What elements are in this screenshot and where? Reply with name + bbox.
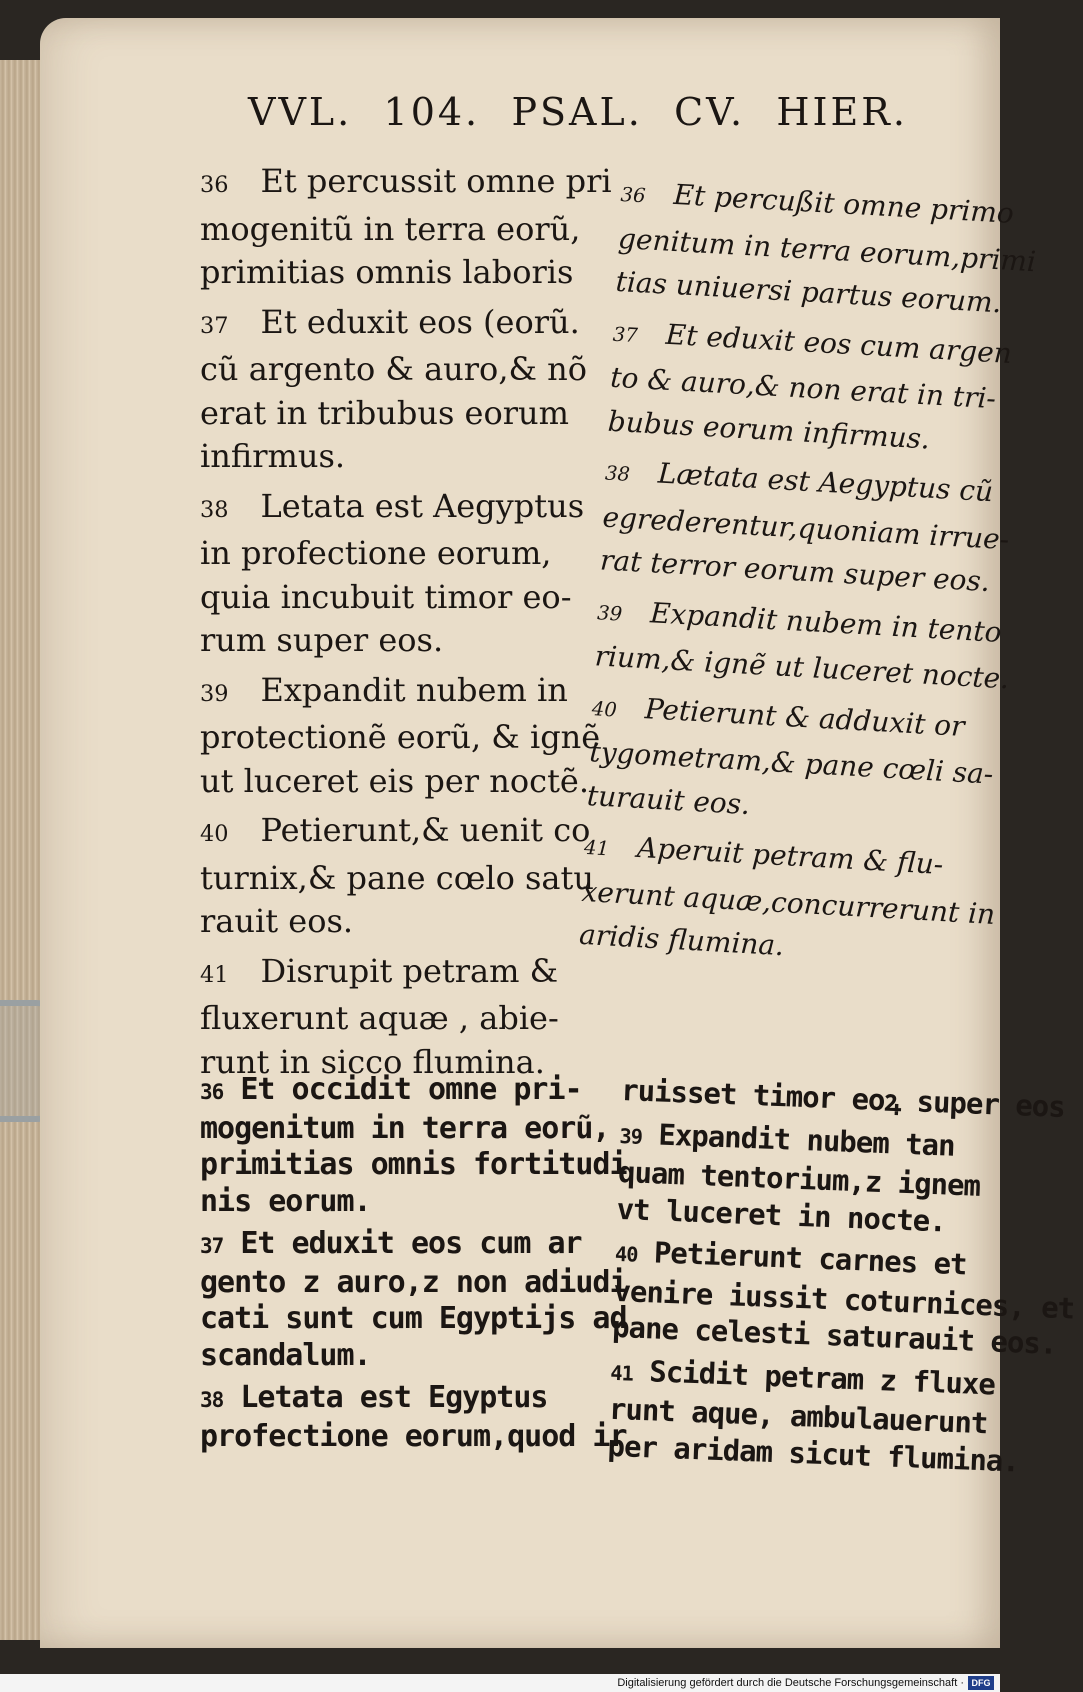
verse-line bbox=[200, 392, 600, 436]
verse-block bbox=[607, 1351, 1020, 1479]
verse-line bbox=[200, 208, 600, 252]
footer-text: Digitalisierung gefördert durch die Deutsche Forschungsgemeinschaft · bbox=[617, 1677, 964, 1689]
verse-line bbox=[200, 301, 600, 349]
verse-text: Lætata est Aegyptus cũ bbox=[657, 456, 995, 509]
verse-block bbox=[200, 809, 600, 944]
verse-line bbox=[200, 435, 600, 479]
verse-line bbox=[200, 1418, 627, 1456]
verse-text: fluxerunt aquæ , abie- bbox=[200, 999, 559, 1037]
verse-text: Aperuit petram & flu- bbox=[636, 830, 945, 881]
running-head-part: CV. bbox=[674, 90, 746, 134]
verse-text: Letata est Egyptus bbox=[240, 1380, 548, 1415]
running-head-part: 104. bbox=[383, 90, 481, 134]
verse-line bbox=[200, 857, 600, 901]
verse-block bbox=[607, 309, 1013, 462]
verse-line bbox=[200, 1110, 610, 1148]
verse-number: 41 bbox=[583, 835, 610, 861]
verse-text: to & auro,& non erat in tri- bbox=[609, 360, 997, 416]
verse-line bbox=[200, 1184, 600, 1221]
verse-text: per aridam sicut flumina. bbox=[607, 1428, 1020, 1479]
verse-text: tygometram,& pane cœli sa- bbox=[588, 735, 995, 791]
verse-line bbox=[200, 485, 600, 533]
verse-text: cũ argento & auro,& nõ bbox=[200, 350, 588, 388]
verse-text: Petierunt carnes et bbox=[653, 1235, 968, 1282]
verse-line bbox=[200, 950, 600, 998]
verse-text: ut luceret eis per noctẽ. bbox=[200, 761, 590, 800]
verse-text: Et percußit omne primo bbox=[672, 177, 1015, 230]
verse-text: runt in sicco flumina. bbox=[200, 1042, 545, 1081]
running-head-part: PSAL. bbox=[511, 90, 643, 134]
verse-text: bubus eorum infirmus. bbox=[607, 404, 931, 456]
verse-number: 37 bbox=[612, 322, 639, 347]
verse-text: rat terror eorum super eos. bbox=[599, 543, 991, 599]
verse-text: Et occidit omne pri- bbox=[240, 1072, 582, 1107]
verse-text: Letata est Aegyptus bbox=[260, 486, 585, 525]
verse-text: vt luceret in nocte. bbox=[616, 1191, 947, 1239]
verse-line bbox=[200, 669, 600, 717]
verse-number: 38 bbox=[604, 461, 631, 486]
verse-line bbox=[200, 1147, 627, 1184]
verse-line bbox=[200, 348, 600, 392]
running-head bbox=[248, 90, 908, 134]
verse-block bbox=[593, 588, 1010, 698]
verse-text: rauit eos. bbox=[200, 902, 354, 940]
verse-number: 38 bbox=[200, 1388, 224, 1412]
verse-number: 41 bbox=[610, 1360, 634, 1386]
verse-line bbox=[200, 532, 600, 576]
verse-block bbox=[200, 669, 600, 804]
verse-text: Disrupit petram & bbox=[260, 951, 559, 990]
verse-text: in profectione eorum, bbox=[200, 534, 552, 572]
verse-text: Et percussit omne pri bbox=[260, 162, 612, 200]
verse-text: Et eduxit eos cum argen bbox=[664, 317, 1013, 370]
verse-line bbox=[200, 997, 600, 1041]
verse-text: xerunt aquæ,concurrerunt in bbox=[580, 874, 997, 931]
verse-text: turnix,& pane cœlo satu bbox=[200, 858, 594, 897]
verse-text: aridis flumina. bbox=[578, 917, 785, 963]
verse-block bbox=[578, 823, 997, 976]
verse-text: Expandit nubem tan bbox=[657, 1116, 956, 1163]
verse-number: 37 bbox=[200, 1234, 224, 1258]
upper-right-column bbox=[578, 170, 1037, 976]
verse-text: Expandit nubem in bbox=[260, 670, 568, 709]
verse-number: 40 bbox=[591, 696, 618, 722]
verse-block bbox=[200, 1380, 627, 1455]
verse-text: primitias omnis laboris bbox=[200, 253, 574, 291]
verse-text: erat in tribubus eorum bbox=[200, 393, 569, 432]
verse-line bbox=[200, 1264, 627, 1302]
running-head-part: VVL. bbox=[248, 90, 353, 134]
verse-text: cati sunt cum Egyptijs ad bbox=[200, 1301, 627, 1336]
verse-line bbox=[200, 1072, 600, 1111]
verse-text: tias uniuersi partus eorum. bbox=[614, 264, 1003, 320]
verse-block bbox=[200, 485, 600, 663]
verse-text: rium,& ignẽ ut luceret nocte. bbox=[593, 639, 1010, 696]
verse-number: 40 bbox=[614, 1241, 638, 1267]
verse-text: gento z auro,z non adiudi bbox=[200, 1264, 627, 1300]
verse-text: turauit eos. bbox=[586, 778, 751, 821]
upper-left-column bbox=[200, 160, 612, 1084]
verse-text: primitias omnis fortitudi bbox=[200, 1147, 627, 1182]
verse-block bbox=[200, 1072, 627, 1220]
verse-text: Expandit nubem in tento bbox=[649, 595, 1003, 649]
verse-line bbox=[200, 1380, 600, 1419]
verse-number: 37 bbox=[200, 312, 229, 339]
verse-number: 40 bbox=[200, 821, 229, 847]
verse-text: ruisset timor eoꝝ super eos bbox=[620, 1072, 1066, 1125]
verse-line bbox=[200, 900, 600, 944]
verse-block bbox=[200, 160, 612, 295]
verse-block bbox=[200, 301, 600, 479]
verse-line bbox=[200, 1226, 600, 1265]
verse-block bbox=[586, 684, 995, 837]
verse-text: Scidit petram z fluxe bbox=[648, 1353, 996, 1402]
running-head-part: HIER. bbox=[776, 90, 908, 134]
verse-line bbox=[200, 716, 600, 760]
verse-text: infirmus. bbox=[200, 437, 346, 475]
verse-text: genitum in terra eorum,primi bbox=[617, 221, 1037, 278]
verse-line bbox=[200, 160, 612, 208]
verse-text: runt aque, ambulauerunt bbox=[608, 1391, 989, 1441]
verse-text: egrederentur,quoniam irrue- bbox=[601, 499, 1011, 556]
verse-text: venire iussit coturnices, et bbox=[612, 1273, 1075, 1326]
verse-number: 39 bbox=[200, 680, 229, 707]
verse-number: 38 bbox=[200, 496, 229, 523]
verse-line bbox=[200, 619, 600, 663]
verse-block bbox=[614, 170, 1037, 323]
verse-line bbox=[200, 576, 600, 620]
verse-number: 36 bbox=[619, 182, 647, 208]
verse-number: 39 bbox=[619, 1123, 643, 1149]
verse-line bbox=[200, 251, 600, 295]
verse-text: pane celesti saturauit eos. bbox=[611, 1309, 1057, 1361]
verse-text: quia incubuit timor eo- bbox=[200, 577, 572, 616]
verse-text: scandalum. bbox=[200, 1337, 371, 1373]
lower-right-column bbox=[607, 1072, 1075, 1479]
verse-line bbox=[200, 809, 600, 857]
verse-block bbox=[616, 1114, 990, 1241]
verse-block bbox=[599, 449, 1011, 602]
verse-number: 41 bbox=[200, 961, 229, 988]
verse-number: 39 bbox=[596, 600, 623, 626]
verse-text: quam tentorium,z ignem bbox=[617, 1154, 981, 1203]
verse-number: 36 bbox=[200, 1080, 224, 1104]
verse-text: protectionẽ eorũ, & ignẽ bbox=[200, 718, 601, 756]
verse-line bbox=[200, 760, 600, 804]
verse-text: profectione eorum,quod ir bbox=[200, 1418, 627, 1454]
verse-block bbox=[200, 950, 600, 1085]
verse-line bbox=[200, 1338, 600, 1375]
verse-text: mogenitum in terra eorũ, bbox=[200, 1110, 610, 1146]
verse-text: rum super eos. bbox=[200, 621, 444, 659]
footer-credit bbox=[0, 1674, 1000, 1692]
verse-text: Et eduxit eos (eorũ. bbox=[260, 302, 580, 341]
verse-line bbox=[200, 1301, 627, 1338]
dfg-logo: DFG bbox=[968, 1676, 994, 1690]
verse-text: Petierunt & adduxit or bbox=[644, 691, 966, 743]
verse-text: Et eduxit eos cum ar bbox=[240, 1226, 582, 1261]
verse-number: 36 bbox=[200, 172, 229, 198]
verse-text: mogenitũ in terra eorũ, bbox=[200, 209, 581, 248]
verse-text: nis eorum. bbox=[200, 1183, 371, 1219]
verse-block bbox=[611, 1233, 1075, 1361]
verse-text: Petierunt,& uenit co bbox=[260, 811, 591, 849]
